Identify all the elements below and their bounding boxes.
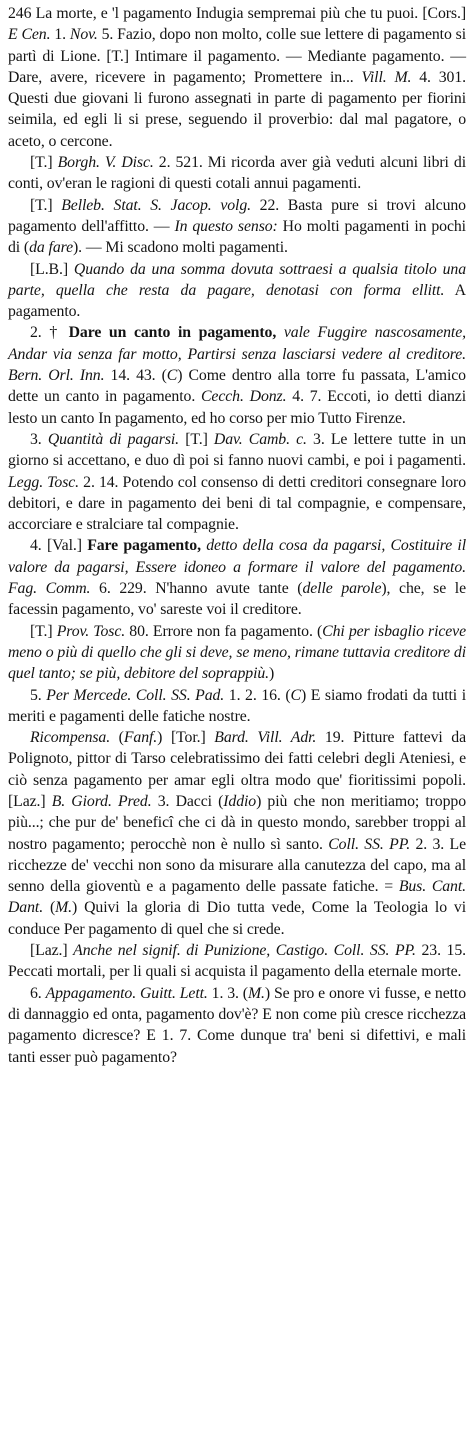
text-run: ) più che non meritiamo; troppo più...; che pur de' beneficî che ci dà in questo mondo, sarebber troppi al nostro pagamento; perocchè non è nullo sì santo. <box>8 792 466 853</box>
text-run: Cecch. Donz. <box>201 388 287 406</box>
text-run: C <box>290 686 301 704</box>
text-run: 6. 229. N'hanno avute tante ( <box>90 580 303 598</box>
text-run: B. Giord. Pred. <box>51 792 152 810</box>
text-run: In questo senso: <box>174 217 278 235</box>
text-run: 3. Le lettere tutte in un giorno si accettano, e duo dì poi si fanno nuovi cambi, e poi i pagamenti. <box>8 430 466 470</box>
paragraph-8 <box>8 685 466 728</box>
text-run: 23. 15. Peccati mortali, per li quali si acquista il pagamento della eternale morte. <box>8 942 466 981</box>
text-run: Nov. <box>69 26 98 44</box>
page-number: 246 <box>8 5 32 22</box>
text-run: da fare <box>29 239 74 257</box>
paragraph-3 <box>8 259 466 323</box>
text-run: 4. [Val.] <box>30 537 88 555</box>
text-run: 5. <box>30 686 47 704</box>
text-run: ) Come dentro alla torre fu passata, L'amico dette un canto in pagamento. <box>8 367 466 406</box>
text-run: Ho molti pagamenti in pochi di ( <box>8 217 466 257</box>
text-run: C <box>166 367 178 385</box>
text-run: [L.B.] <box>30 260 74 278</box>
text-run: 1. 2. 16. ( <box>224 686 291 704</box>
text-run: 19. Pitture fattevi da Polignoto, pittor di Tarso celebratissimo dei fatti celebri degli Ateniesi, e ciò senza pagamento per amar egli oltra modo que' fioritissimi popoli. [Laz.] <box>8 729 467 810</box>
paragraph-1 <box>8 152 466 195</box>
text-run: ) Se pro e onore vi fusse, e netto di dannaggio ed onta, pagamento dov'è? E non come più cresce ricchezza pagamento dicresce? E 1. 7. Come dunque tra' beni si difettivi, e mali tanti esser può pagamento? <box>8 984 467 1066</box>
text-run: Chi per isbaglio riceve meno o più di quello che gli si deve, se meno, rimane tuttavia creditore di quel tanto; se più, debitore del soprappiù. <box>8 622 467 683</box>
text-run: M. <box>55 899 73 917</box>
text-run: [T.] <box>30 196 62 214</box>
paragraph-10 <box>8 940 466 983</box>
text-run: Dare un canto in pagamento, <box>68 324 277 342</box>
text-run: Prov. Tosc. <box>56 622 126 640</box>
text-run: 5. Fazio, dopo non molto, colle sue lettere di pagamento si partì di Lione. [T.] Intimare il pagamento. — Mediante pagamento. — Dare, avere, ricevere in pagamento; Promettere in... <box>8 26 466 86</box>
text-run: Dav. Camb. c. <box>213 430 307 448</box>
text-run: detto della cosa da pagarsi, Costituire il valore da pagarsi, Essere idoneo a formare il valore del pagamento. Fag. Comm. <box>8 537 466 598</box>
text-run: ) <box>269 665 275 683</box>
text-run: 1. <box>50 26 70 44</box>
paragraph-0 <box>8 3 466 152</box>
text-run: 14. 43. ( <box>104 367 167 385</box>
text-run: [Laz.] <box>30 942 74 960</box>
text-run: Fanf. <box>123 729 158 747</box>
text-run: 2. 3. Le ricchezze de' vecchi non sono da misurare alla canutezza del capo, ma al senno della gioventù e a pagamento delle passate fatiche. = <box>8 835 466 896</box>
text-run: 22. Basta pure si trovi alcuno pagamento dell'affitto. — <box>8 196 466 235</box>
paragraph-5 <box>8 429 466 535</box>
paragraph-9 <box>8 727 466 940</box>
text-run: [T.] <box>30 622 57 640</box>
text-run: vale Fuggire nascosamente, Andar via senza far motto, Partirsi senza lasciarsi vedere al creditore. Bern. Orl. Inn. <box>8 324 466 385</box>
text-run: delle parole <box>302 580 382 598</box>
text-run: ( <box>43 899 56 917</box>
text-run: La morte, e 'l pagamento Indugia sempremai più che tu puoi. [Cors.] <box>31 5 466 22</box>
text-run: [T.] <box>30 154 58 172</box>
text-run: 1. 3. ( <box>207 984 248 1002</box>
text-run: [T.] <box>179 430 214 448</box>
text-run: Anche nel signif. di Punizione, Castigo. Coll. SS. PP. <box>73 942 416 960</box>
text-run: Borgh. V. Disc. <box>57 154 154 172</box>
text-run: ), che, se le facessin pagamento, vo' sareste voi il creditore. <box>8 580 466 619</box>
text-run: Vill. M. <box>361 68 412 86</box>
text-run: Coll. SS. PP. <box>328 835 411 853</box>
text-run: Appagamento. Guitt. Lett. <box>45 984 208 1002</box>
text-run: 6. <box>30 984 46 1002</box>
text-run: 2. 521. Mi ricorda aver già veduti alcuni libri di conti, ov'eran le ragioni di questi cotali annui pagamenti. <box>8 154 466 193</box>
text-run: E Cen. <box>8 26 51 44</box>
text-run: Bus. Cant. Dant. <box>8 878 466 917</box>
text-run: Fare pagamento, <box>87 537 201 555</box>
text-run: Bard. Vill. Adr. <box>214 729 317 747</box>
text-run: Per Mercede. Coll. SS. Pad. <box>46 686 225 704</box>
text-run: 2. † <box>30 324 69 342</box>
text-run: 3. Dacci ( <box>151 792 224 810</box>
text-run: ). — Mi scadono molti pagamenti. <box>73 239 288 257</box>
text-run: A pagamento. <box>8 281 466 321</box>
paragraph-11 <box>8 983 466 1068</box>
paragraph-7 <box>8 621 466 685</box>
text-run: ) E siamo frodati da tutti i meriti e pagamenti delle fatiche nostre. <box>8 686 466 725</box>
text-run: 4. 7. Eccoti, io detti dianzi lesto un canto In pagamento, ed ho corso per mio Tutto Firenze. <box>8 388 466 427</box>
text-run: ) [Tor.] <box>157 729 215 747</box>
paragraph-4 <box>8 322 466 428</box>
paragraph-6 <box>8 535 466 620</box>
paragraph-2 <box>8 195 466 259</box>
text-run <box>276 324 284 341</box>
text-run: Belleb. Stat. S. Jacop. volg. <box>61 196 251 214</box>
text-run: Ricompensa. <box>30 729 111 747</box>
text-run: ( <box>110 729 124 747</box>
text-run: Iddio <box>223 792 257 810</box>
text-run: 3. <box>30 430 48 448</box>
text-run: Quantità di pagarsi. <box>47 430 180 448</box>
text-run: ) Quivi la gloria di Dio tutta vede, Come la Teologia lo vi conduce Per pagamento di quel che si crede. <box>8 899 466 938</box>
text-run: 4. 301. Questi due giovani li furono assegnati in parte di pagamento per fiorini seimila, ed egli li si prese, seguendo il proverbio: dal mal pagatore, o aceto, o cercone. <box>8 68 466 150</box>
text-run: M. <box>247 984 265 1002</box>
entry-column <box>8 3 466 1068</box>
text-run: Legg. Tosc. <box>8 473 80 491</box>
text-run: 2. 14. Potendo col consenso di detti creditori consegnare loro debitori, e dare in pagamento dei beni di tal compagnie, e compensare, accorciare e stralciare tal compagnie. <box>8 473 466 534</box>
text-run: Quando da una somma dovuta sottraesi a qualsia titolo una parte, quella che resta da pagare, denotasi con forma ellitt. <box>8 260 467 299</box>
text-run: 80. Errore non fa pagamento. ( <box>125 622 323 640</box>
